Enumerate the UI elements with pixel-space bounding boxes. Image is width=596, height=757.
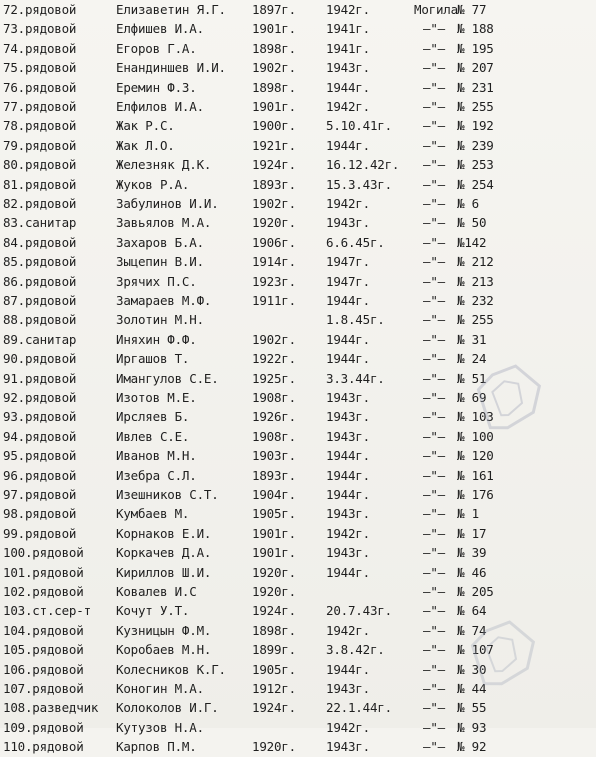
grave-number: № 161 xyxy=(457,467,494,483)
table-row xyxy=(0,78,596,97)
soldier-name: Кумбаев М. xyxy=(116,506,190,522)
table-row xyxy=(0,446,596,465)
table-row xyxy=(0,427,596,446)
row-number-rank: 83.санитар xyxy=(3,215,77,231)
death-date: 16.12.42г. xyxy=(326,157,400,173)
burial-type: –"– xyxy=(423,390,445,405)
soldier-name: Колоколов И.Г. xyxy=(116,700,219,716)
table-row xyxy=(0,39,596,58)
soldier-name: Железняк Д.К. xyxy=(116,157,212,173)
burial-type: –"– xyxy=(423,176,445,192)
grave-number: № 51 xyxy=(457,370,487,386)
birth-year: 1898г. xyxy=(252,40,296,56)
death-date: 1941г. xyxy=(326,40,370,56)
birth-year: 1901г. xyxy=(252,545,296,561)
birth-year: 1912г. xyxy=(252,681,296,696)
death-date: 1942г. xyxy=(326,622,370,638)
table-row xyxy=(0,601,596,620)
row-number-rank: 80.рядовой xyxy=(3,157,77,173)
death-date: 1943г. xyxy=(326,215,370,231)
table-row xyxy=(0,136,596,155)
burial-type: –"– xyxy=(423,467,445,483)
row-number-rank: 86.рядовой xyxy=(3,273,77,289)
birth-year: 1908г. xyxy=(252,390,296,405)
death-date: 1944г. xyxy=(326,79,370,95)
death-date: 1944г. xyxy=(326,351,370,367)
burial-type: –"– xyxy=(423,642,445,658)
birth-year: 1911г. xyxy=(252,293,296,308)
burial-type: –"– xyxy=(423,273,445,289)
soldier-name: Ивлев С.Е. xyxy=(116,428,190,444)
table-row xyxy=(0,485,596,504)
table-row xyxy=(0,407,596,426)
birth-year: 1899г. xyxy=(252,642,296,658)
soldier-name: Еремин Ф.З. xyxy=(116,79,197,95)
soldier-name: Егоров Г.А. xyxy=(116,40,197,56)
row-number-rank: 102.рядовой xyxy=(3,584,84,599)
burial-type: –"– xyxy=(423,661,445,677)
grave-number: № 1 xyxy=(457,506,479,522)
grave-number: № 44 xyxy=(457,681,487,696)
birth-year: 1924г. xyxy=(252,157,296,173)
death-date: 1942г. xyxy=(326,2,370,17)
death-date: 1944г. xyxy=(326,564,370,580)
birth-year: 1926г. xyxy=(252,409,296,425)
burial-type: –"– xyxy=(423,506,445,522)
grave-number: № 212 xyxy=(457,254,494,270)
grave-number: № 93 xyxy=(457,719,487,735)
death-date: 3.8.42г. xyxy=(326,642,385,658)
burial-type: –"– xyxy=(423,584,445,599)
burial-type: –"– xyxy=(423,681,445,696)
row-number-rank: 97.рядовой xyxy=(3,487,77,502)
soldier-name: Кочут У.Т. xyxy=(116,603,190,619)
table-row xyxy=(0,213,596,232)
soldier-name: Иванов М.Н. xyxy=(116,448,197,464)
burial-type: –"– xyxy=(423,196,445,211)
birth-year: 1905г. xyxy=(252,661,296,677)
grave-number: № 92 xyxy=(457,739,487,755)
grave-number: № 254 xyxy=(457,176,494,192)
burial-type: –"– xyxy=(423,603,445,619)
birth-year: 1908г. xyxy=(252,428,296,444)
table-row xyxy=(0,252,596,271)
table-row xyxy=(0,330,596,349)
grave-number: № 74 xyxy=(457,622,487,638)
burial-type: –"– xyxy=(423,293,445,308)
table-row xyxy=(0,660,596,679)
table-row xyxy=(0,640,596,659)
soldier-name: Имангулов С.Е. xyxy=(116,370,219,386)
grave-number: № 231 xyxy=(457,79,494,95)
soldier-name: Кириллов Ш.И. xyxy=(116,564,212,580)
birth-year: 1924г. xyxy=(252,603,296,619)
birth-year: 1922г. xyxy=(252,351,296,367)
row-number-rank: 72.рядовой xyxy=(3,2,77,17)
row-number-rank: 105.рядовой xyxy=(3,642,84,658)
soldier-name: Коркачев Д.А. xyxy=(116,545,212,561)
death-date: 1942г. xyxy=(326,525,370,541)
soldier-name: Елизаветин Я.Г. xyxy=(116,2,226,17)
burial-type: –"– xyxy=(423,719,445,735)
table-row xyxy=(0,369,596,388)
row-number-rank: 79.рядовой xyxy=(3,137,77,153)
death-date: 5.10.41г. xyxy=(326,118,392,134)
table-row xyxy=(0,563,596,582)
table-row xyxy=(0,524,596,543)
birth-year: 1905г. xyxy=(252,506,296,522)
grave-number: № 195 xyxy=(457,40,494,56)
burial-type: –"– xyxy=(423,157,445,173)
birth-year: 1914г. xyxy=(252,254,296,270)
death-date: 1944г. xyxy=(326,487,370,502)
row-number-rank: 93.рядовой xyxy=(3,409,77,425)
row-number-rank: 81.рядовой xyxy=(3,176,77,192)
grave-number: № 232 xyxy=(457,293,494,308)
table-row xyxy=(0,543,596,562)
grave-number: № 205 xyxy=(457,584,494,599)
burial-type: –"– xyxy=(423,60,445,76)
birth-year: 1906г. xyxy=(252,234,296,250)
death-date: 1943г. xyxy=(326,681,370,696)
table-row xyxy=(0,737,596,756)
soldier-name: Коногин М.А. xyxy=(116,681,204,696)
birth-year: 1901г. xyxy=(252,21,296,37)
birth-year: 1903г. xyxy=(252,448,296,464)
row-number-rank: 96.рядовой xyxy=(3,467,77,483)
burial-type: –"– xyxy=(423,40,445,56)
grave-number: № 100 xyxy=(457,428,494,444)
grave-number: № 207 xyxy=(457,60,494,76)
birth-year: 1921г. xyxy=(252,137,296,153)
row-number-rank: 87.рядовой xyxy=(3,293,77,308)
soldier-name: Ирсляев Б. xyxy=(116,409,190,425)
birth-year: 1904г. xyxy=(252,487,296,502)
row-number-rank: 98.рядовой xyxy=(3,506,77,522)
table-row xyxy=(0,349,596,368)
soldier-name: Изотов М.Е. xyxy=(116,390,197,405)
burial-type: –"– xyxy=(423,21,445,37)
soldier-name: Карпов П.М. xyxy=(116,739,197,755)
table-row xyxy=(0,679,596,698)
soldier-name: Корнаков Е.И. xyxy=(116,525,212,541)
birth-year: 1925г. xyxy=(252,370,296,386)
burial-type: –"– xyxy=(423,234,445,250)
table-row xyxy=(0,194,596,213)
soldier-name: Колесников К.Г. xyxy=(116,661,226,677)
soldier-name: Изебра С.Л. xyxy=(116,467,197,483)
grave-number: № 30 xyxy=(457,661,487,677)
death-date: 3.3.44г. xyxy=(326,370,385,386)
death-date: 1944г. xyxy=(326,661,370,677)
table-row xyxy=(0,155,596,174)
soldier-name: Енандиншев И.И. xyxy=(116,60,226,76)
grave-number: № 31 xyxy=(457,331,487,347)
table-row xyxy=(0,272,596,291)
row-number-rank: 76.рядовой xyxy=(3,79,77,95)
burial-type: –"– xyxy=(423,118,445,134)
soldier-name: Золотин М.Н. xyxy=(116,312,204,328)
burial-type: –"– xyxy=(423,428,445,444)
soldier-name: Зрячих П.С. xyxy=(116,273,197,289)
row-number-rank: 107.рядовой xyxy=(3,681,84,696)
row-number-rank: 104.рядовой xyxy=(3,622,84,638)
grave-number: № 239 xyxy=(457,137,494,153)
birth-year: 1897г. xyxy=(252,2,296,17)
soldier-name: Замараев М.Ф. xyxy=(116,293,212,308)
death-date: 1947г. xyxy=(326,254,370,270)
grave-number: № 120 xyxy=(457,448,494,464)
birth-year: 1920г. xyxy=(252,739,296,755)
birth-year: 1901г. xyxy=(252,525,296,541)
burial-type: –"– xyxy=(423,448,445,464)
birth-year: 1924г. xyxy=(252,700,296,716)
soldier-name: Зыцепин В.И. xyxy=(116,254,204,270)
grave-number: № 55 xyxy=(457,700,487,716)
row-number-rank: 106.рядовой xyxy=(3,661,84,677)
death-date: 1.8.45г. xyxy=(326,312,385,328)
table-row xyxy=(0,97,596,116)
death-date: 1942г. xyxy=(326,719,370,735)
grave-number: № 255 xyxy=(457,312,494,328)
burial-type: –"– xyxy=(423,99,445,114)
table-row xyxy=(0,582,596,601)
table-row xyxy=(0,233,596,252)
burial-type: –"– xyxy=(423,525,445,541)
death-date: 1943г. xyxy=(326,506,370,522)
birth-year: 1920г. xyxy=(252,215,296,231)
soldier-name: Жак Р.С. xyxy=(116,118,175,134)
grave-number: № 64 xyxy=(457,603,487,619)
birth-year: 1920г. xyxy=(252,584,296,599)
grave-number: № 24 xyxy=(457,351,487,367)
soldier-name: Кутузов Н.А. xyxy=(116,719,204,735)
grave-number: № 39 xyxy=(457,545,487,561)
death-date: 22.1.44г. xyxy=(326,700,392,716)
table-row xyxy=(0,698,596,717)
grave-number: № 6 xyxy=(457,196,479,211)
row-number-rank: 108.разведчик xyxy=(3,700,99,716)
row-number-rank: 75.рядовой xyxy=(3,60,77,76)
birth-year: 1893г. xyxy=(252,176,296,192)
table-row xyxy=(0,0,596,19)
grave-number: № 188 xyxy=(457,21,494,37)
death-date: 1944г. xyxy=(326,137,370,153)
birth-year: 1902г. xyxy=(252,196,296,211)
burial-type: –"– xyxy=(423,137,445,153)
burial-type: –"– xyxy=(423,622,445,638)
row-number-rank: 73.рядовой xyxy=(3,21,77,37)
burial-type: –"– xyxy=(423,739,445,755)
grave-number: № 17 xyxy=(457,525,487,541)
birth-year: 1902г. xyxy=(252,331,296,347)
row-number-rank: 77.рядовой xyxy=(3,99,77,114)
birth-year: 1898г. xyxy=(252,622,296,638)
soldier-name: Иргашов Т. xyxy=(116,351,190,367)
burial-type: –"– xyxy=(423,700,445,716)
row-number-rank: 100.рядовой xyxy=(3,545,84,561)
death-date: 15.3.43г. xyxy=(326,176,392,192)
birth-year: 1901г. xyxy=(252,99,296,114)
birth-year: 1923г. xyxy=(252,273,296,289)
row-number-rank: 82.рядовой xyxy=(3,196,77,211)
soldier-name: Изешников С.Т. xyxy=(116,487,219,502)
grave-number: № 192 xyxy=(457,118,494,134)
burial-type: Могила xyxy=(414,2,458,17)
death-date: 1944г. xyxy=(326,293,370,308)
death-date: 1943г. xyxy=(326,739,370,755)
birth-year: 1893г. xyxy=(252,467,296,483)
table-row xyxy=(0,718,596,737)
table-row xyxy=(0,291,596,310)
birth-year: 1900г. xyxy=(252,118,296,134)
grave-number: № 103 xyxy=(457,409,494,425)
death-date: 1947г. xyxy=(326,273,370,289)
row-number-rank: 89.санитар xyxy=(3,331,77,347)
row-number-rank: 88.рядовой xyxy=(3,312,77,328)
birth-year: 1902г. xyxy=(252,60,296,76)
burial-type: –"– xyxy=(423,351,445,367)
row-number-rank: 78.рядовой xyxy=(3,118,77,134)
table-row xyxy=(0,116,596,135)
birth-year: 1898г. xyxy=(252,79,296,95)
death-date: 1944г. xyxy=(326,331,370,347)
burial-type: –"– xyxy=(423,331,445,347)
row-number-rank: 110.рядовой xyxy=(3,739,84,755)
soldier-name: Елфишев И.А. xyxy=(116,21,204,37)
burial-type: –"– xyxy=(423,215,445,231)
table-row xyxy=(0,621,596,640)
table-row xyxy=(0,466,596,485)
death-date: 1942г. xyxy=(326,196,370,211)
soldier-name: Иняхин Ф.Ф. xyxy=(116,331,197,347)
row-number-rank: 101.рядовой xyxy=(3,564,84,580)
table-row xyxy=(0,504,596,523)
row-number-rank: 109.рядовой xyxy=(3,719,84,735)
death-date: 1941г. xyxy=(326,21,370,37)
row-number-rank: 99.рядовой xyxy=(3,525,77,541)
burial-type: –"– xyxy=(423,545,445,561)
grave-number: № 253 xyxy=(457,157,494,173)
grave-number: № 50 xyxy=(457,215,487,231)
grave-number: № 213 xyxy=(457,273,494,289)
row-number-rank: 85.рядовой xyxy=(3,254,77,270)
soldier-name: Кузницын Ф.М. xyxy=(116,622,212,638)
burial-type: –"– xyxy=(423,564,445,580)
death-date: 1944г. xyxy=(326,467,370,483)
row-number-rank: 91.рядовой xyxy=(3,370,77,386)
soldier-name: Завьялов М.А. xyxy=(116,215,212,231)
grave-number: № 255 xyxy=(457,99,494,114)
row-number-rank: 95.рядовой xyxy=(3,448,77,464)
soldier-name: Жуков Р.А. xyxy=(116,176,190,192)
table-row xyxy=(0,19,596,38)
row-number-rank: 103.ст.сер-т xyxy=(3,603,91,619)
soldier-name: Захаров Б.А. xyxy=(116,234,204,250)
death-date: 1943г. xyxy=(326,409,370,425)
death-date: 6.6.45г. xyxy=(326,234,385,250)
row-number-rank: 74.рядовой xyxy=(3,40,77,56)
death-date: 1943г. xyxy=(326,428,370,444)
burial-type: –"– xyxy=(423,254,445,270)
death-date: 1943г. xyxy=(326,60,370,76)
soldier-name: Ковалев И.С xyxy=(116,584,197,599)
soldier-name: Елфилов И.А. xyxy=(116,99,204,114)
burial-type: –"– xyxy=(423,312,445,328)
grave-number: № 107 xyxy=(457,642,494,658)
death-date: 1944г. xyxy=(326,448,370,464)
soldier-name: Жак Л.О. xyxy=(116,137,175,153)
grave-number: № 46 xyxy=(457,564,487,580)
burial-type: –"– xyxy=(423,370,445,386)
row-number-rank: 92.рядовой xyxy=(3,390,77,405)
grave-number: №142 xyxy=(457,234,487,250)
table-row xyxy=(0,388,596,407)
table-row xyxy=(0,175,596,194)
death-date: 20.7.43г. xyxy=(326,603,392,619)
row-number-rank: 90.рядовой xyxy=(3,351,77,367)
grave-number: № 77 xyxy=(457,2,487,17)
soldier-name: Коробаев М.Н. xyxy=(116,642,212,658)
soldier-name: Забулинов И.И. xyxy=(116,196,219,211)
row-number-rank: 94.рядовой xyxy=(3,428,77,444)
burial-type: –"– xyxy=(423,409,445,425)
birth-year: 1920г. xyxy=(252,564,296,580)
death-date: 1943г. xyxy=(326,545,370,561)
table-row xyxy=(0,58,596,77)
table-row xyxy=(0,310,596,329)
death-date: 1942г. xyxy=(326,99,370,114)
grave-number: № 176 xyxy=(457,487,494,502)
death-date: 1943г. xyxy=(326,390,370,405)
row-number-rank: 84.рядовой xyxy=(3,234,77,250)
grave-number: № 69 xyxy=(457,390,487,405)
burial-type: –"– xyxy=(423,487,445,502)
burial-type: –"– xyxy=(423,79,445,95)
